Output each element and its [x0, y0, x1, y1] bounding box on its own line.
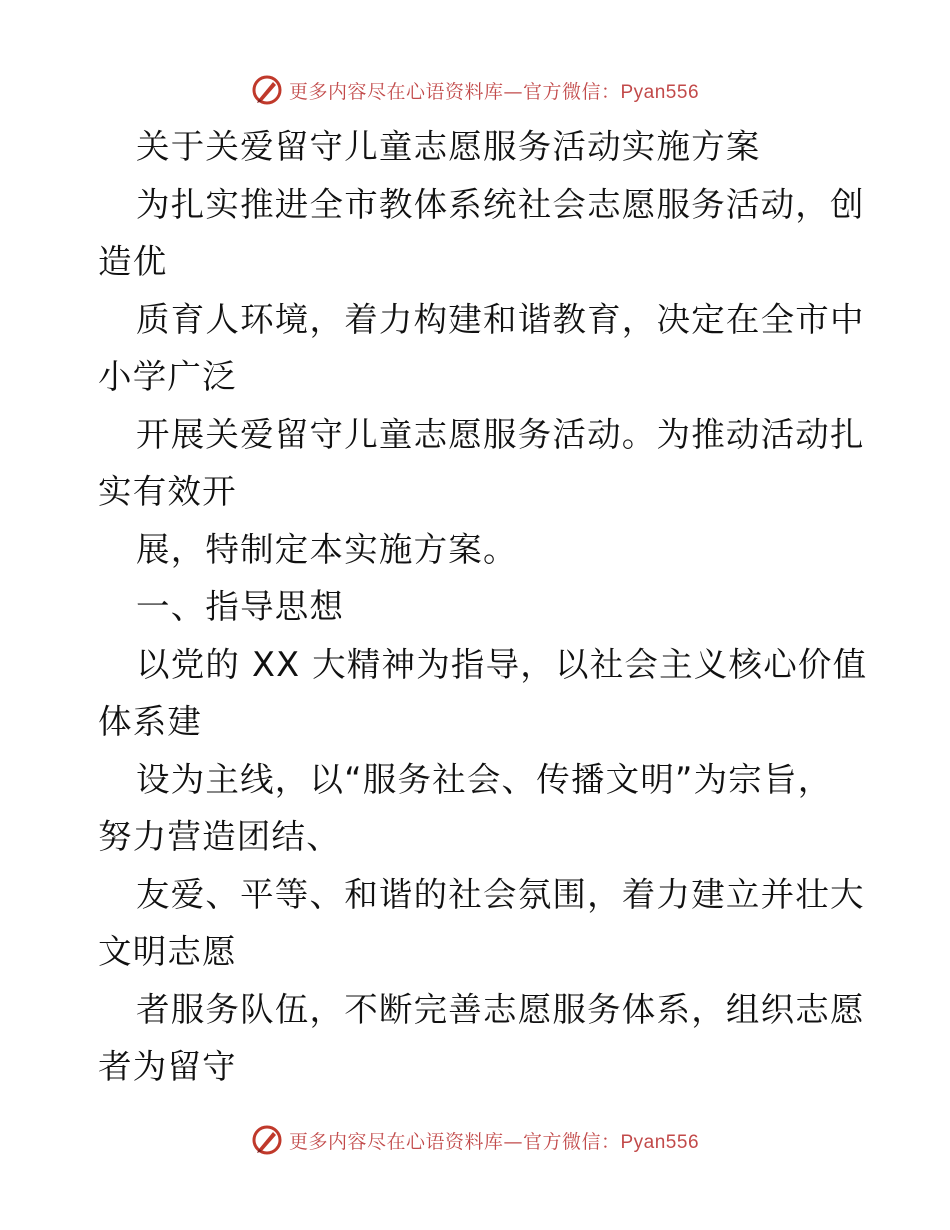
paragraph-line: 开展关爱留守儿童志愿服务活动。为推动活动扎 — [136, 414, 865, 454]
paragraph-line: 为扎实推进全市教体系统社会志愿服务活动，创 — [136, 184, 865, 224]
paragraph-line: 实有效开 — [98, 472, 237, 511]
document-title: 关于关爱留守儿童志愿服务活动实施方案 — [136, 127, 761, 166]
paragraph-line: 以党的 XX 大精神为指导，以社会主义核心价值 — [136, 644, 868, 684]
paragraph-line: 质育人环境，着力构建和谐教育，决定在全市中 — [136, 299, 865, 339]
paragraph-line: 友爱、平等、和谐的社会氛围，着力建立并壮大 — [136, 874, 865, 914]
paragraph-line: 努力营造团结、 — [98, 817, 341, 856]
footer-watermark — [0, 1122, 950, 1158]
paragraph-line: 造优 — [98, 242, 168, 281]
header-watermark-text: 更多内容尽在心语资料库—官方微信：Pyan556 — [288, 80, 700, 103]
paragraph-line: 展，特制定本实施方案。 — [136, 529, 518, 569]
pen-logo-icon — [251, 74, 283, 106]
header-watermark — [0, 72, 950, 108]
paragraph-line: 者为留守 — [98, 1047, 237, 1086]
paragraph-line: 者服务队伍，不断完善志愿服务体系，组织志愿 — [136, 989, 865, 1029]
paragraph-line: 小学广泛 — [98, 357, 237, 396]
footer-watermark-text: 更多内容尽在心语资料库—官方微信：Pyan556 — [288, 1130, 700, 1153]
document-body — [98, 118, 868, 1096]
section-heading: 一、指导思想 — [136, 587, 345, 626]
paragraph-line: 设为主线，以“服务社会、传播文明”为宗旨， — [136, 759, 833, 799]
paragraph-line: 体系建 — [98, 702, 203, 741]
pen-logo-icon — [251, 1124, 283, 1156]
paragraph-line: 文明志愿 — [98, 932, 237, 971]
